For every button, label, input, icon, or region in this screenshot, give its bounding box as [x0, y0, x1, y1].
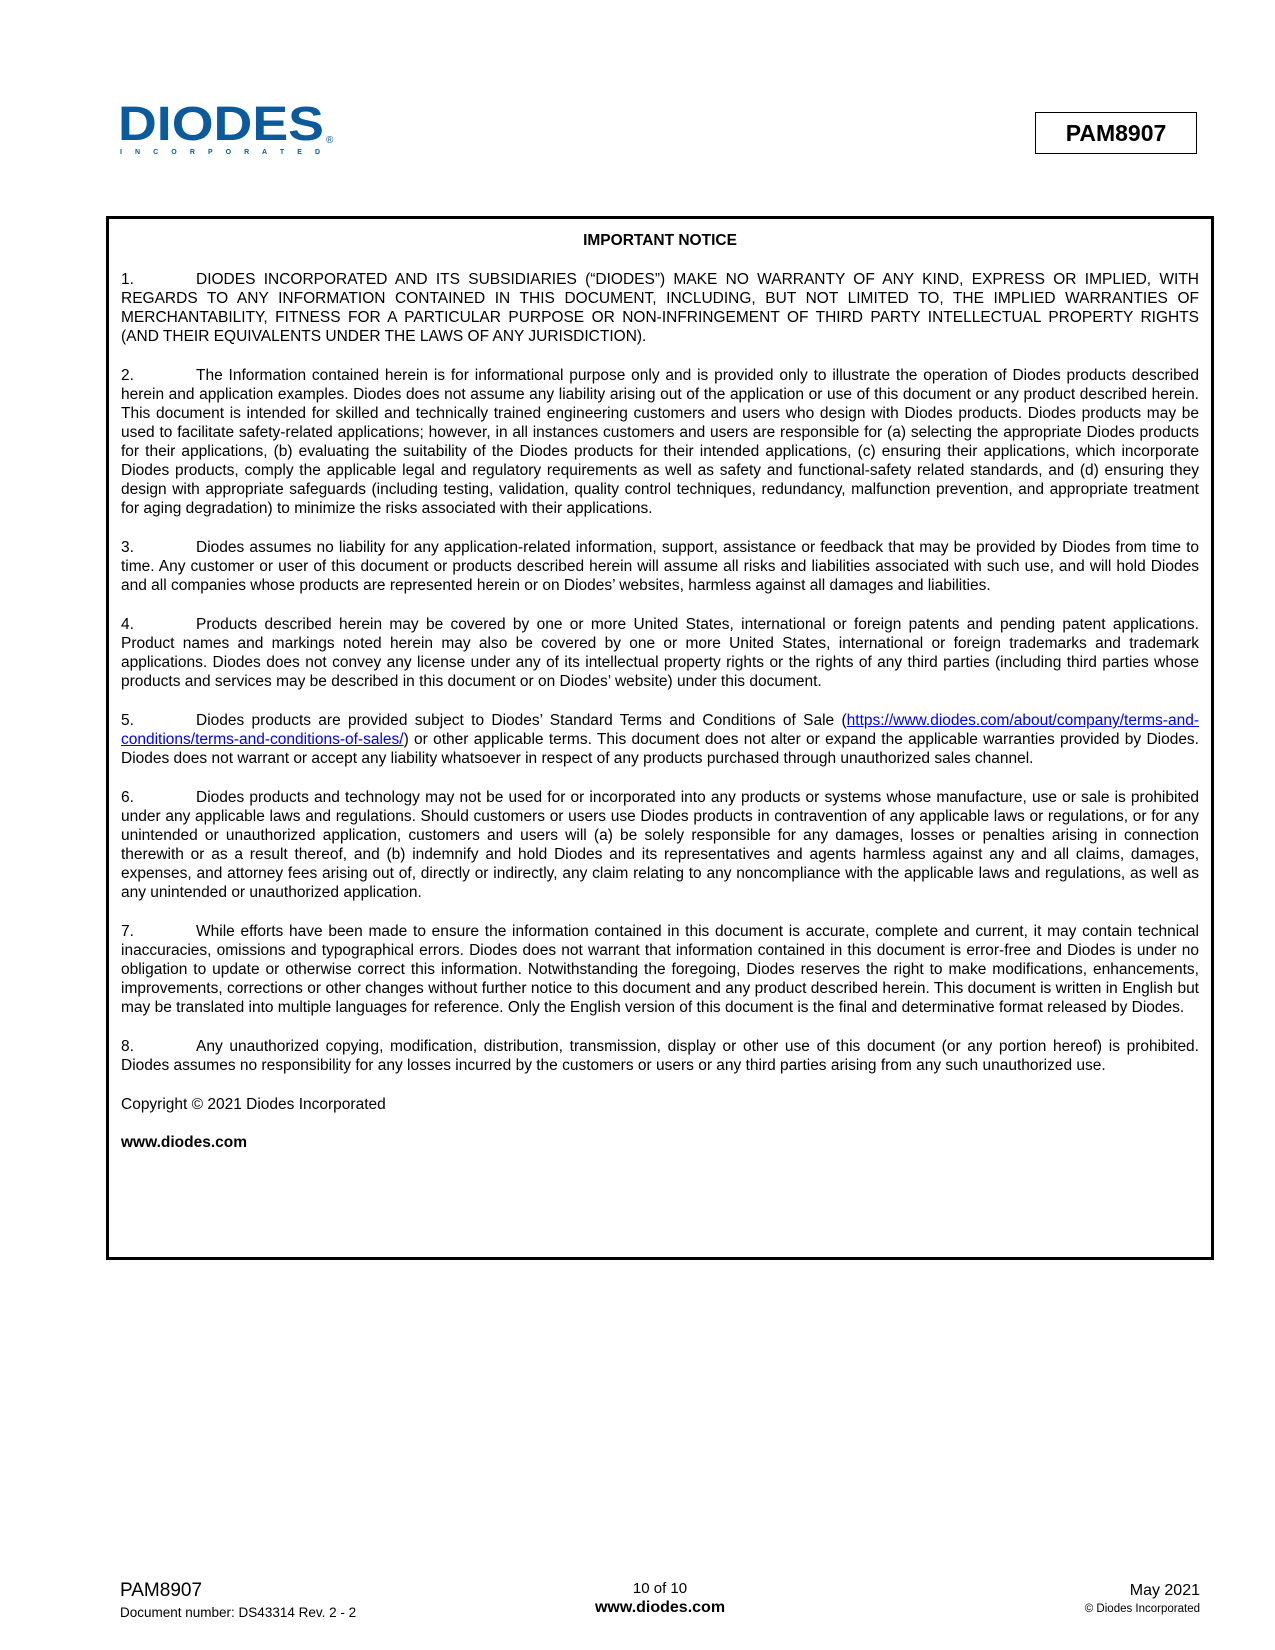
item-number: 4. [121, 616, 134, 633]
item-text-after-link: ) or other applicable terms. This document does not alter or expand the applicable warranties provided by Diodes. Diodes does not warrant or accept any liability whatsoever in respect of any products purchased through unauthorized sales channel. [121, 731, 1199, 767]
footer-center [540, 1580, 780, 1618]
logo-subtext: I N C O R P O R A T E D [120, 149, 321, 156]
footer-part-number: PAM8907 [120, 1580, 203, 1601]
item-text: Any unauthorized copying, modification, distribution, transmission, display or other use of this document (or any portion hereof) is prohibited. Diodes assumes no responsibility for any losses incurred by the customers or users or any third parties arising from any such unauthorized use. [121, 1038, 1199, 1074]
notice-item-5 [121, 711, 1199, 768]
notice-item-2 [121, 366, 1199, 518]
item-text: While efforts have been made to ensure the information contained in this document is accurate, complete and current, it may contain technical inaccuracies, omissions and typographical errors. Diodes does not warrant that information contained in this document is error-free and Diodes is under no obligation to update or otherwise correct this information. Notwithstanding the foregoing, Diodes reserves the right to make modifications, enhancements, improvements, corrections or other changes without further notice to this document and any product described herein. This document is written in English but may be translated into multiple languages for reference. Only the English version of this document is the final and determinative format released by Diodes. [121, 923, 1199, 1016]
item-text: Diodes products and technology may not be used for or incorporated into any products or systems whose manufacture, use or sale is prohibited under any applicable laws and regulations. Should customers or users use Diodes products in contravention of any applicable laws or regulations, or for any unintended or unauthorized application, customers and users will (a) be solely responsible for any damages, losses or penalties arising in connection therewith or as a result thereof, and (b) indemnify and hold Diodes and its representatives and agents harmless against any and all claims, damages, expenses, and attorney fees arising out of, directly or indirectly, any claim relating to any noncompliance with the applicable laws and regulations, as well as any unintended or unauthorized application. [121, 789, 1199, 901]
item-number: 1. [121, 271, 134, 288]
footer-page-number: 10 of 10 [632, 1580, 688, 1597]
logo-registered-mark: ® [326, 135, 334, 146]
item-number: 5. [121, 712, 134, 729]
item-number: 8. [121, 1038, 134, 1055]
notice-item-3 [121, 538, 1199, 595]
copyright-line: Copyright © 2021 Diodes Incorporated [121, 1096, 386, 1113]
part-number-box: PAM8907 [1035, 112, 1197, 154]
terms-link[interactable]: https://www.diodes.com/about/company/terms-and-conditions/terms-and-conditions-of-sales/ [121, 712, 1199, 748]
notice-item-7 [121, 922, 1199, 1017]
notice-item-8 [121, 1037, 1199, 1075]
item-number: 7. [121, 923, 134, 940]
item-number: 3. [121, 539, 134, 556]
footer-right [1085, 1581, 1200, 1617]
notice-website: www.diodes.com [121, 1134, 248, 1151]
item-text: Diodes assumes no liability for any application-related information, support, assistance or feedback that may be provided by Diodes from time to time. Any customer or user of this document or products described herein will assume all risks and liabilities associated with such use, and will hold Diodes and all companies whose products are represented herein or on Diodes’ websites, harmless against all damages and liabilities. [121, 539, 1199, 594]
important-notice [106, 216, 1214, 1260]
notice-title: IMPORTANT NOTICE [583, 232, 737, 249]
notice-item-4 [121, 615, 1199, 691]
item-number: 6. [121, 789, 134, 806]
footer-left [120, 1580, 356, 1622]
footer-website: www.diodes.com [594, 1599, 726, 1616]
notice-item-6 [121, 788, 1199, 902]
notice-item-1 [121, 270, 1199, 346]
item-text: The Information contained herein is for informational purpose only and is provided only to illustrate the operation of Diodes products described herein and application examples. Diodes does not assume any liability arising out of the application or use of this document or any product described herein. This document is intended for skilled and technically trained engineering customers and users who design with Diodes products. Diodes products may be used to facilitate safety-related applications; however, in all instances customers and users are responsible for (a) selecting the appropriate Diodes products for their applications, (b) evaluating the suitability of the Diodes products for their intended applications, (c) ensuring their applications, which incorporate Diodes products, comply the applicable legal and regulatory requirements as well as safety and functional-safety related standards, and (d) ensuring they design with appropriate safeguards (including testing, validation, quality control techniques, redundancy, malfunction prevention, and appropriate treatment for aging degradation) to minimize the risks associated with their applications. [121, 367, 1199, 517]
footer-document-number: Document number: DS43314 Rev. 2 - 2 [120, 1605, 357, 1620]
footer-date: May 2021 [1129, 1582, 1200, 1599]
item-text: Products described herein may be covered by one or more United States, international or foreign patents and pending patent applications. Product names and markings noted herein may also be covered by one or more United States, international or foreign trademarks and trademark applications. Diodes does not convey any license under any of its intellectual property rights or the rights of any third parties (including third parties whose products and services may be described in this document or on Diodes’ website) under this document. [121, 616, 1199, 690]
item-text-before-link: Diodes products are provided subject to Diodes’ Standard Terms and Conditions of Sale ( [196, 712, 847, 729]
footer-copyright: © Diodes Incorporated [1084, 1603, 1200, 1615]
diodes-logo [118, 98, 343, 158]
item-text: DIODES INCORPORATED AND ITS SUBSIDIARIES (“DIODES”) MAKE NO WARRANTY OF ANY KIND, EXPRESS OR IMPLIED, WITH REGARDS TO ANY INFORMATION CONTAINED IN THIS DOCUMENT, INCLUDING, BUT NOT LIMITED TO, THE IMPLIED WARRANTIES OF MERCHANTABILITY, FITNESS FOR A PARTICULAR PURPOSE OR NON-INFRINGEMENT OF THIRD PARTY INTELLECTUAL PROPERTY RIGHTS (AND THEIR EQUIVALENTS UNDER THE LAWS OF ANY JURISDICTION). [121, 271, 1199, 345]
item-number: 2. [121, 367, 134, 384]
logo-wordmark: DIODES [118, 98, 324, 151]
